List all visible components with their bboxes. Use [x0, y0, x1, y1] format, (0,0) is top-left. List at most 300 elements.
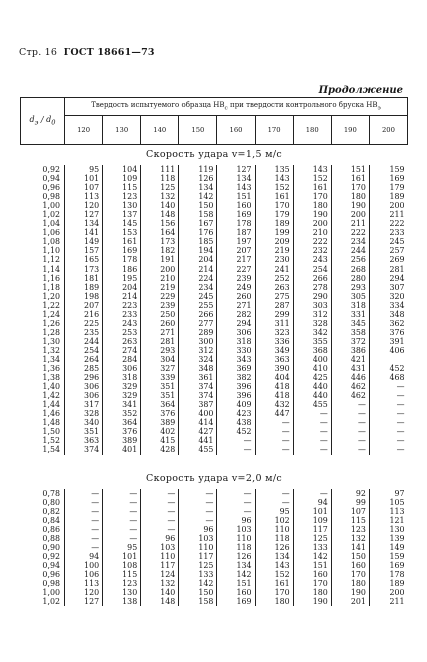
hardness-cell: — [141, 489, 179, 498]
hardness-cell: 145 [103, 219, 141, 228]
hardness-cell: — [255, 498, 293, 507]
hardness-cell: 351 [65, 427, 103, 436]
hardness-cell: 225 [65, 319, 103, 328]
hardness-cell: 252 [255, 274, 293, 283]
hardness-cell: 282 [217, 310, 255, 319]
hardness-cell: 224 [179, 274, 217, 283]
hardness-cell: — [179, 489, 217, 498]
hardness-cell: — [369, 409, 407, 418]
hardness-cell: 361 [179, 373, 217, 382]
hardness-column-150: 150 [179, 116, 217, 145]
hardness-cell: 334 [369, 301, 407, 310]
hardness-cell: 113 [65, 579, 103, 588]
ratio-cell: 1,40 [42, 382, 60, 392]
hardness-cell: 287 [255, 301, 293, 310]
hardness-cell: 151 [217, 579, 255, 588]
standard-code: ГОСТ 18661—73 [63, 47, 155, 58]
hardness-cell: 142 [179, 192, 217, 201]
hardness-cell: 233 [369, 228, 407, 237]
hardness-cell: 311 [255, 319, 293, 328]
hardness-cell: 189 [255, 219, 293, 228]
hardness-cell: 452 [217, 427, 255, 436]
hardness-cell: — [331, 427, 369, 436]
hardness-cell: 113 [369, 507, 407, 516]
table-row [21, 507, 408, 516]
table-row [21, 489, 408, 498]
ratio-cell: 0,94 [42, 560, 60, 570]
table-row [21, 364, 408, 373]
hardness-cell: 219 [141, 283, 179, 292]
hardness-cell: 152 [255, 570, 293, 579]
hardness-cell: 101 [65, 174, 103, 183]
hardness-cell: 158 [179, 210, 217, 219]
hardness-cell: 170 [255, 588, 293, 597]
hardness-cell: 151 [331, 165, 369, 174]
hardness-cell: 318 [217, 337, 255, 346]
hardness-cell: 233 [103, 310, 141, 319]
hardness-cell: 376 [141, 409, 179, 418]
hardness-cell: 134 [217, 561, 255, 570]
hardness-cell: — [331, 409, 369, 418]
hardness-cell: 150 [179, 201, 217, 210]
hardness-cell: 329 [103, 382, 141, 391]
hardness-cell: 455 [293, 400, 331, 409]
hardness-cell: 323 [255, 328, 293, 337]
hardness-cell: 141 [65, 228, 103, 237]
table-row [21, 192, 408, 201]
hardness-cell: 239 [141, 301, 179, 310]
hardness-cell: 123 [103, 579, 141, 588]
table-row [21, 552, 408, 561]
hardness-cell: 294 [369, 274, 407, 283]
hardness-cell: — [369, 445, 407, 454]
section-header [21, 145, 408, 166]
hardness-cell: 425 [293, 373, 331, 382]
ratio-cell: 0,98 [42, 192, 60, 202]
hardness-cell: 278 [293, 283, 331, 292]
table-row [21, 445, 408, 454]
hardness-cell: 328 [65, 409, 103, 418]
hardness-cell: — [293, 489, 331, 498]
hardness-cell: 214 [179, 265, 217, 274]
hardness-cell: — [255, 427, 293, 436]
ratio-cell: 1,02 [42, 597, 60, 607]
hardness-cell: 180 [293, 201, 331, 210]
hardness-cell: 223 [103, 301, 141, 310]
hardness-cell: 400 [293, 355, 331, 364]
ratio-cell: 1,12 [42, 255, 60, 265]
hardness-cell: 105 [369, 498, 407, 507]
hardness-cell: — [103, 507, 141, 516]
hardness-cell: 121 [369, 516, 407, 525]
hardness-cell: 151 [293, 561, 331, 570]
hardness-cell: 306 [65, 391, 103, 400]
hardness-cell: 324 [179, 355, 217, 364]
hardness-cell: 126 [179, 174, 217, 183]
hardness-column-140: 140 [141, 116, 179, 145]
ratio-cell: 0,92 [42, 165, 60, 174]
table-row [21, 597, 408, 606]
table-row [21, 579, 408, 588]
hardness-cell: 290 [293, 292, 331, 301]
hardness-cell: 222 [331, 228, 369, 237]
hardness-cell: 207 [217, 246, 255, 255]
hardness-cell: — [217, 498, 255, 507]
hardness-cell: 96 [141, 534, 179, 543]
hardness-cell: 94 [65, 552, 103, 561]
hardness-cell: 200 [141, 265, 179, 274]
hardness-cell: 400 [179, 409, 217, 418]
hardness-cell: 234 [331, 237, 369, 246]
hardness-cell: 159 [369, 552, 407, 561]
hardness-cell: 143 [255, 561, 293, 570]
ratio-cell: 1,52 [42, 436, 60, 446]
hardness-cell: 139 [369, 534, 407, 543]
hardness-cell: 349 [255, 346, 293, 355]
hardness-cell: 343 [217, 355, 255, 364]
hardness-cell: 179 [255, 210, 293, 219]
hardness-cell: 161 [331, 174, 369, 183]
hardness-cell: — [331, 418, 369, 427]
hardness-cell: 245 [369, 237, 407, 246]
hardness-cell: — [103, 525, 141, 534]
hardness-cell: — [369, 427, 407, 436]
hardness-cell: 447 [255, 409, 293, 418]
hardness-cell: 194 [179, 246, 217, 255]
ratio-cell: 1,46 [42, 409, 60, 419]
hardness-cell: 401 [103, 445, 141, 454]
hardness-cell: 227 [217, 265, 255, 274]
ratio-cell: 1,38 [42, 373, 60, 383]
hardness-cell: 161 [293, 183, 331, 192]
ratio-cell: 0,80 [42, 497, 60, 507]
ratio-cell: 1,42 [42, 391, 60, 401]
hardness-cell: 104 [103, 165, 141, 174]
hardness-cell: 222 [293, 237, 331, 246]
ratio-cell: 1,00 [42, 201, 60, 211]
table-row [21, 427, 408, 436]
ratio-cell: 1,02 [42, 210, 60, 220]
hardness-cell: 294 [217, 319, 255, 328]
ratio-cell: 0,96 [42, 183, 60, 193]
hardness-cell: 190 [293, 597, 331, 606]
hardness-cell: 264 [65, 355, 103, 364]
ratio-cell: 0,90 [42, 542, 60, 552]
hardness-cell: 115 [103, 570, 141, 579]
hardness-cell: 345 [331, 319, 369, 328]
hardness-cell: 130 [103, 588, 141, 597]
hardness-cell: 336 [255, 337, 293, 346]
hardness-cell: 440 [293, 391, 331, 400]
hardness-cell: — [293, 409, 331, 418]
hardness-cell: 211 [369, 597, 407, 606]
table-row [21, 201, 408, 210]
hardness-cell: 428 [141, 445, 179, 454]
hardness-cell: 369 [217, 364, 255, 373]
hardness-cell: 173 [65, 265, 103, 274]
hardness-cell: 305 [331, 292, 369, 301]
hardness-cell: 364 [141, 400, 179, 409]
hardness-cell: 260 [141, 319, 179, 328]
hardness-cell: 440 [293, 382, 331, 391]
hardness-cell: 207 [65, 301, 103, 310]
hardness-cell: 455 [179, 445, 217, 454]
hardness-cell: 142 [217, 570, 255, 579]
table-row [21, 283, 408, 292]
table-row [21, 219, 408, 228]
hardness-cell: — [103, 489, 141, 498]
section-header [21, 469, 408, 489]
hardness-cell: 243 [293, 255, 331, 264]
hardness-cell: 143 [255, 174, 293, 183]
hardness-cell: — [179, 516, 217, 525]
hardness-cell: 198 [65, 292, 103, 301]
hardness-cell: — [369, 391, 407, 400]
ratio-cell: 0,82 [42, 506, 60, 516]
hardness-cell: 351 [141, 391, 179, 400]
hardness-cell: 106 [65, 570, 103, 579]
hardness-cell: 138 [103, 597, 141, 606]
hardness-cell: 152 [293, 174, 331, 183]
hardness-cell: 123 [103, 192, 141, 201]
hardness-cell: 372 [331, 337, 369, 346]
hardness-cell: 441 [179, 436, 217, 445]
ratio-cell: 1,44 [42, 400, 60, 410]
hardness-cell: 161 [255, 579, 293, 588]
table-row [21, 561, 408, 570]
hardness-cell: 143 [217, 183, 255, 192]
hardness-cell: 95 [103, 543, 141, 552]
table-row [21, 237, 408, 246]
hardness-cell: 355 [293, 337, 331, 346]
hardness-cell: 200 [293, 219, 331, 228]
table-row [21, 292, 408, 301]
table-row [21, 534, 408, 543]
hardness-cell: 99 [331, 498, 369, 507]
hardness-cell: 415 [141, 436, 179, 445]
hardness-cell: 368 [293, 346, 331, 355]
hardness-cell: 150 [331, 552, 369, 561]
hardness-cell: 169 [217, 210, 255, 219]
section-gap [21, 455, 408, 469]
hardness-cell: 254 [65, 346, 103, 355]
hardness-cell: — [141, 516, 179, 525]
hardness-cell: 306 [65, 382, 103, 391]
hardness-cell: 389 [141, 418, 179, 427]
hardness-cell: 421 [331, 355, 369, 364]
hardness-cell: — [369, 436, 407, 445]
hardness-cell: 210 [141, 274, 179, 283]
hardness-cell: 170 [331, 183, 369, 192]
hardness-cell: 211 [331, 219, 369, 228]
row-header: $d_э / d_0$ [21, 98, 65, 145]
hardness-cell: 249 [217, 283, 255, 292]
hardness-cell: 149 [369, 543, 407, 552]
hardness-cell: — [141, 525, 179, 534]
table-row [21, 436, 408, 445]
hardness-cell: 115 [103, 183, 141, 192]
hardness-cell: 190 [331, 588, 369, 597]
ratio-cell: 1,54 [42, 445, 60, 455]
hardness-cell: 204 [103, 283, 141, 292]
hardness-cell: 199 [255, 228, 293, 237]
hardness-table [20, 97, 408, 606]
hardness-cell: 130 [103, 201, 141, 210]
ratio-cell: 1,50 [42, 427, 60, 437]
hardness-cell: 232 [293, 246, 331, 255]
hardness-cell: — [141, 498, 179, 507]
hardness-cell: 103 [141, 543, 179, 552]
hardness-cell: 351 [141, 382, 179, 391]
hardness-cell: — [65, 516, 103, 525]
ratio-cell: 1,16 [42, 273, 60, 283]
hardness-cell: 190 [293, 210, 331, 219]
hardness-cell: 95 [255, 507, 293, 516]
hardness-cell: 263 [103, 337, 141, 346]
hardness-cell: 186 [103, 265, 141, 274]
hardness-cell: — [65, 498, 103, 507]
hardness-cell: 382 [217, 373, 255, 382]
hardness-cell: 216 [65, 310, 103, 319]
hardness-cell: 95 [65, 165, 103, 174]
hardness-cell: 148 [141, 210, 179, 219]
hardness-cell: 257 [369, 246, 407, 255]
hardness-cell: 284 [103, 355, 141, 364]
hardness-cell: 180 [255, 597, 293, 606]
hardness-cell: 195 [103, 274, 141, 283]
hardness-cell: 386 [331, 346, 369, 355]
hardness-cell: 318 [331, 301, 369, 310]
table-row [21, 588, 408, 597]
hardness-cell: 303 [293, 301, 331, 310]
hardness-cell: 190 [331, 201, 369, 210]
hardness-cell: 200 [369, 201, 407, 210]
hardness-cell: 164 [141, 228, 179, 237]
hardness-cell: 96 [179, 525, 217, 534]
hardness-cell: 271 [217, 301, 255, 310]
hardness-cell: 253 [103, 328, 141, 337]
hardness-cell: — [141, 507, 179, 516]
ratio-cell: 1,34 [42, 354, 60, 364]
table-row [21, 165, 408, 174]
table-row [21, 498, 408, 507]
hardness-cell: 120 [65, 201, 103, 210]
hardness-cell: — [293, 418, 331, 427]
ratio-cell: 0,96 [42, 569, 60, 579]
hardness-cell: 230 [255, 255, 293, 264]
hardness-cell: 200 [331, 210, 369, 219]
ratio-cell: 1,14 [42, 264, 60, 274]
section-title: Скорость удара v=2,0 м/с [146, 472, 282, 484]
hardness-cell: 217 [217, 255, 255, 264]
hardness-cell: 160 [217, 588, 255, 597]
hardness-cell: 281 [141, 337, 179, 346]
hardness-cell: 280 [331, 274, 369, 283]
hardness-cell: 178 [369, 570, 407, 579]
hardness-cell: 328 [293, 319, 331, 328]
hardness-cell: 118 [217, 543, 255, 552]
hardness-cell: 281 [369, 265, 407, 274]
hardness-cell: 214 [103, 292, 141, 301]
hardness-cell: 101 [103, 552, 141, 561]
hardness-cell: 410 [293, 364, 331, 373]
table-row [21, 255, 408, 264]
ratio-cell: 0,86 [42, 524, 60, 534]
ratio-cell: 1,48 [42, 418, 60, 428]
hardness-cell: 320 [369, 292, 407, 301]
hardness-cell: 285 [65, 364, 103, 373]
hardness-cell: 133 [293, 543, 331, 552]
hardness-cell: 119 [179, 165, 217, 174]
hardness-cell: 260 [217, 292, 255, 301]
hardness-cell: 293 [141, 346, 179, 355]
hardness-cell: 307 [369, 283, 407, 292]
hardness-cell: 414 [179, 418, 217, 427]
hardness-cell: 126 [217, 552, 255, 561]
hardness-column-120: 120 [65, 116, 103, 145]
hardness-cell: 118 [255, 534, 293, 543]
page-header [19, 47, 155, 58]
table-row [21, 373, 408, 382]
hardness-cell: 110 [217, 534, 255, 543]
hardness-cell: 327 [141, 364, 179, 373]
hardness-cell: 200 [369, 588, 407, 597]
hardness-cell: 363 [255, 355, 293, 364]
hardness-cell: 243 [103, 319, 141, 328]
hardness-cell: 331 [331, 310, 369, 319]
hardness-cell: 108 [103, 561, 141, 570]
hardness-cell: 115 [331, 516, 369, 525]
hardness-cell: 130 [369, 525, 407, 534]
hardness-cell: 160 [293, 570, 331, 579]
hardness-cell: 241 [255, 265, 293, 274]
ratio-cell: 1,00 [42, 588, 60, 598]
hardness-cell: 158 [179, 597, 217, 606]
table-row [21, 328, 408, 337]
hardness-cell: 289 [179, 328, 217, 337]
hardness-cell: 409 [217, 400, 255, 409]
hardness-cell: 120 [65, 588, 103, 597]
hardness-cell: — [179, 507, 217, 516]
hardness-cell: — [103, 516, 141, 525]
hardness-cell: 118 [141, 174, 179, 183]
hardness-cell: 209 [255, 237, 293, 246]
hardness-cell: 312 [293, 310, 331, 319]
hardness-cell: 462 [331, 391, 369, 400]
table-row [21, 265, 408, 274]
hardness-cell: 404 [255, 373, 293, 382]
hardness-cell: 432 [255, 400, 293, 409]
hardness-cell: 96 [217, 516, 255, 525]
hardness-cell: 140 [141, 201, 179, 210]
hardness-cell: 170 [293, 192, 331, 201]
hardness-cell: 396 [217, 391, 255, 400]
hardness-cell: 197 [217, 237, 255, 246]
hardness-cell: 169 [369, 561, 407, 570]
hardness-cell: 189 [65, 283, 103, 292]
hardness-cell: — [255, 436, 293, 445]
hardness-cell: — [331, 436, 369, 445]
hardness-cell: 312 [179, 346, 217, 355]
hardness-cell: 134 [255, 552, 293, 561]
ratio-cell: 0,78 [42, 488, 60, 498]
hardness-cell: 151 [217, 192, 255, 201]
hardness-cell: 341 [103, 400, 141, 409]
hardness-column-160: 160 [217, 116, 255, 145]
hardness-cell: — [293, 436, 331, 445]
hardness-cell: — [255, 418, 293, 427]
hardness-cell: 363 [65, 436, 103, 445]
